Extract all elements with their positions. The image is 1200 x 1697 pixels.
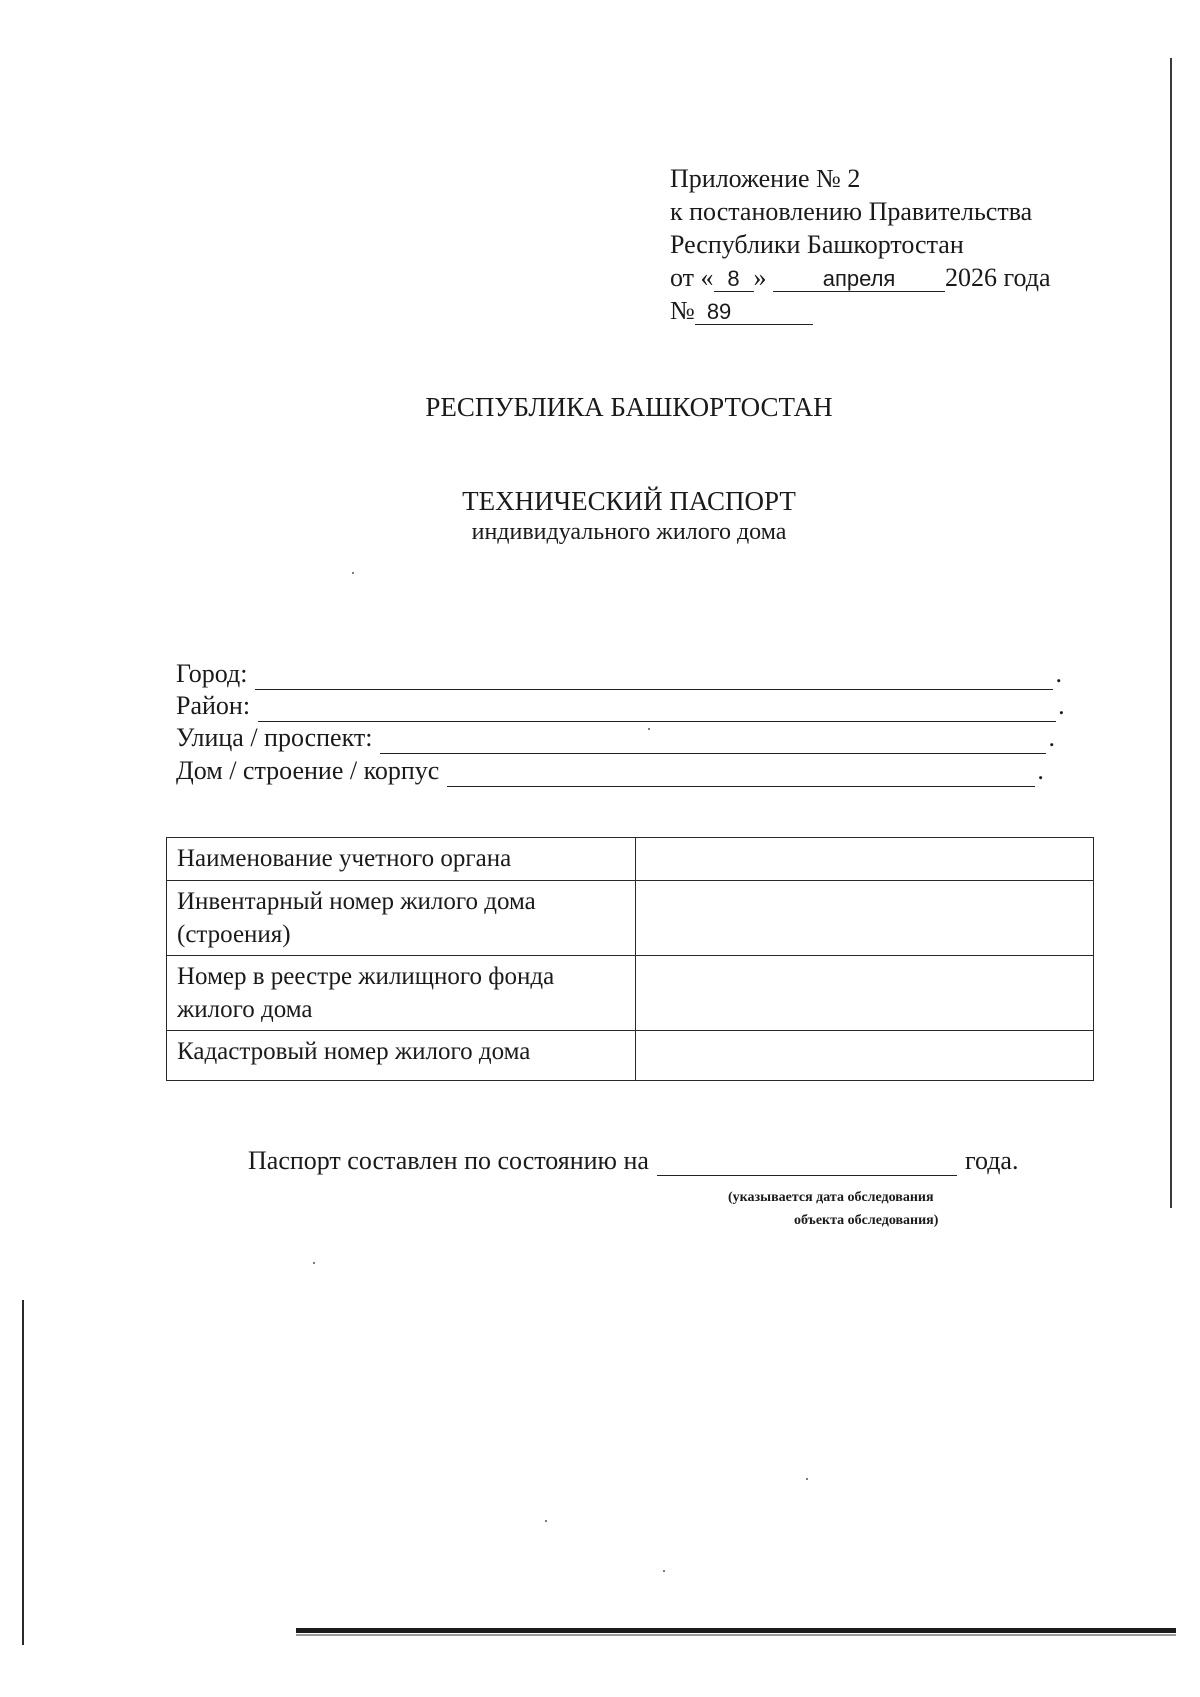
appendix-date bbox=[670, 261, 1051, 294]
scan-speck bbox=[545, 1520, 547, 1522]
row-label-cadastral-number: Кадастровый номер жилого дома bbox=[167, 1031, 636, 1081]
row-value-housing-registry[interactable] bbox=[636, 956, 1094, 1031]
appendix-block bbox=[670, 162, 1051, 327]
row-value-cadastral-number[interactable] bbox=[636, 1031, 1094, 1081]
address-street bbox=[176, 722, 1055, 754]
row-label-accounting-body: Наименование учетного органа bbox=[167, 838, 636, 881]
scan-speck bbox=[352, 572, 354, 574]
street-input-line[interactable] bbox=[380, 731, 1046, 754]
appendix-resolution: к постановлению Правительства bbox=[670, 197, 1033, 226]
table-row bbox=[167, 838, 1094, 881]
district-label: Район: bbox=[176, 691, 251, 720]
registry-table bbox=[166, 837, 1094, 1081]
scan-speck bbox=[806, 1478, 808, 1480]
house-input-line[interactable] bbox=[447, 764, 1035, 787]
city-label: Город: bbox=[176, 659, 248, 688]
scan-edge-left bbox=[22, 1300, 24, 1645]
appendix-number bbox=[670, 294, 1051, 327]
passport-state-prefix: Паспорт составлен по состоянию на bbox=[248, 1146, 649, 1175]
street-terminator: . bbox=[1048, 723, 1055, 752]
city-input-line[interactable] bbox=[255, 667, 1053, 690]
date-prefix: от « bbox=[670, 263, 714, 292]
appendix-title: Приложение № 2 bbox=[670, 164, 861, 193]
number-prefix: № bbox=[670, 296, 695, 325]
appendix-republic: Республики Башкортостан bbox=[670, 230, 964, 259]
scan-speck bbox=[663, 1570, 665, 1572]
date-mid: » bbox=[753, 263, 767, 292]
number-value: 89 bbox=[695, 300, 813, 325]
date-day: 8 bbox=[714, 267, 754, 292]
street-label: Улица / проспект: bbox=[176, 723, 373, 752]
city-terminator: . bbox=[1055, 659, 1062, 688]
row-label-housing-registry: Номер в реестре жилищного фонда жилого дома bbox=[167, 956, 636, 1031]
house-terminator: . bbox=[1037, 756, 1044, 785]
district-terminator: . bbox=[1058, 691, 1065, 720]
address-house bbox=[176, 755, 1044, 787]
row-value-accounting-body[interactable] bbox=[636, 838, 1094, 881]
table-row bbox=[167, 881, 1094, 956]
hint-line-1: (указывается дата обследования bbox=[728, 1190, 934, 1205]
document-title: ТЕХНИЧЕСКИЙ ПАСПОРТ bbox=[462, 486, 796, 516]
scan-edge-bottom-shadow bbox=[296, 1634, 1176, 1636]
date-month: апреля bbox=[773, 267, 945, 292]
passport-state-line bbox=[248, 1146, 1018, 1176]
row-label-inventory-number: Инвентарный номер жилого дома (строения) bbox=[167, 881, 636, 956]
scan-edge-right bbox=[1170, 58, 1172, 1208]
address-city bbox=[176, 658, 1062, 690]
republic-heading: РЕСПУБЛИКА БАШКОРТОСТАН bbox=[425, 392, 833, 422]
scan-speck bbox=[313, 1262, 315, 1264]
date-year: 2026 года bbox=[945, 263, 1051, 292]
scan-edge-bottom bbox=[296, 1628, 1176, 1633]
table-row bbox=[167, 956, 1094, 1031]
house-label: Дом / строение / корпус bbox=[176, 756, 440, 785]
document-subtitle: индивидуального жилого дома bbox=[471, 519, 787, 545]
passport-state-suffix: года. bbox=[964, 1146, 1019, 1175]
passport-date-hint bbox=[728, 1186, 1028, 1232]
district-input-line[interactable] bbox=[258, 699, 1056, 722]
table-row bbox=[167, 1031, 1094, 1081]
hint-line-2: объекта обследования) bbox=[794, 1213, 939, 1228]
passport-date-input-line[interactable] bbox=[657, 1151, 957, 1176]
row-value-inventory-number[interactable] bbox=[636, 881, 1094, 956]
address-district bbox=[176, 690, 1065, 722]
